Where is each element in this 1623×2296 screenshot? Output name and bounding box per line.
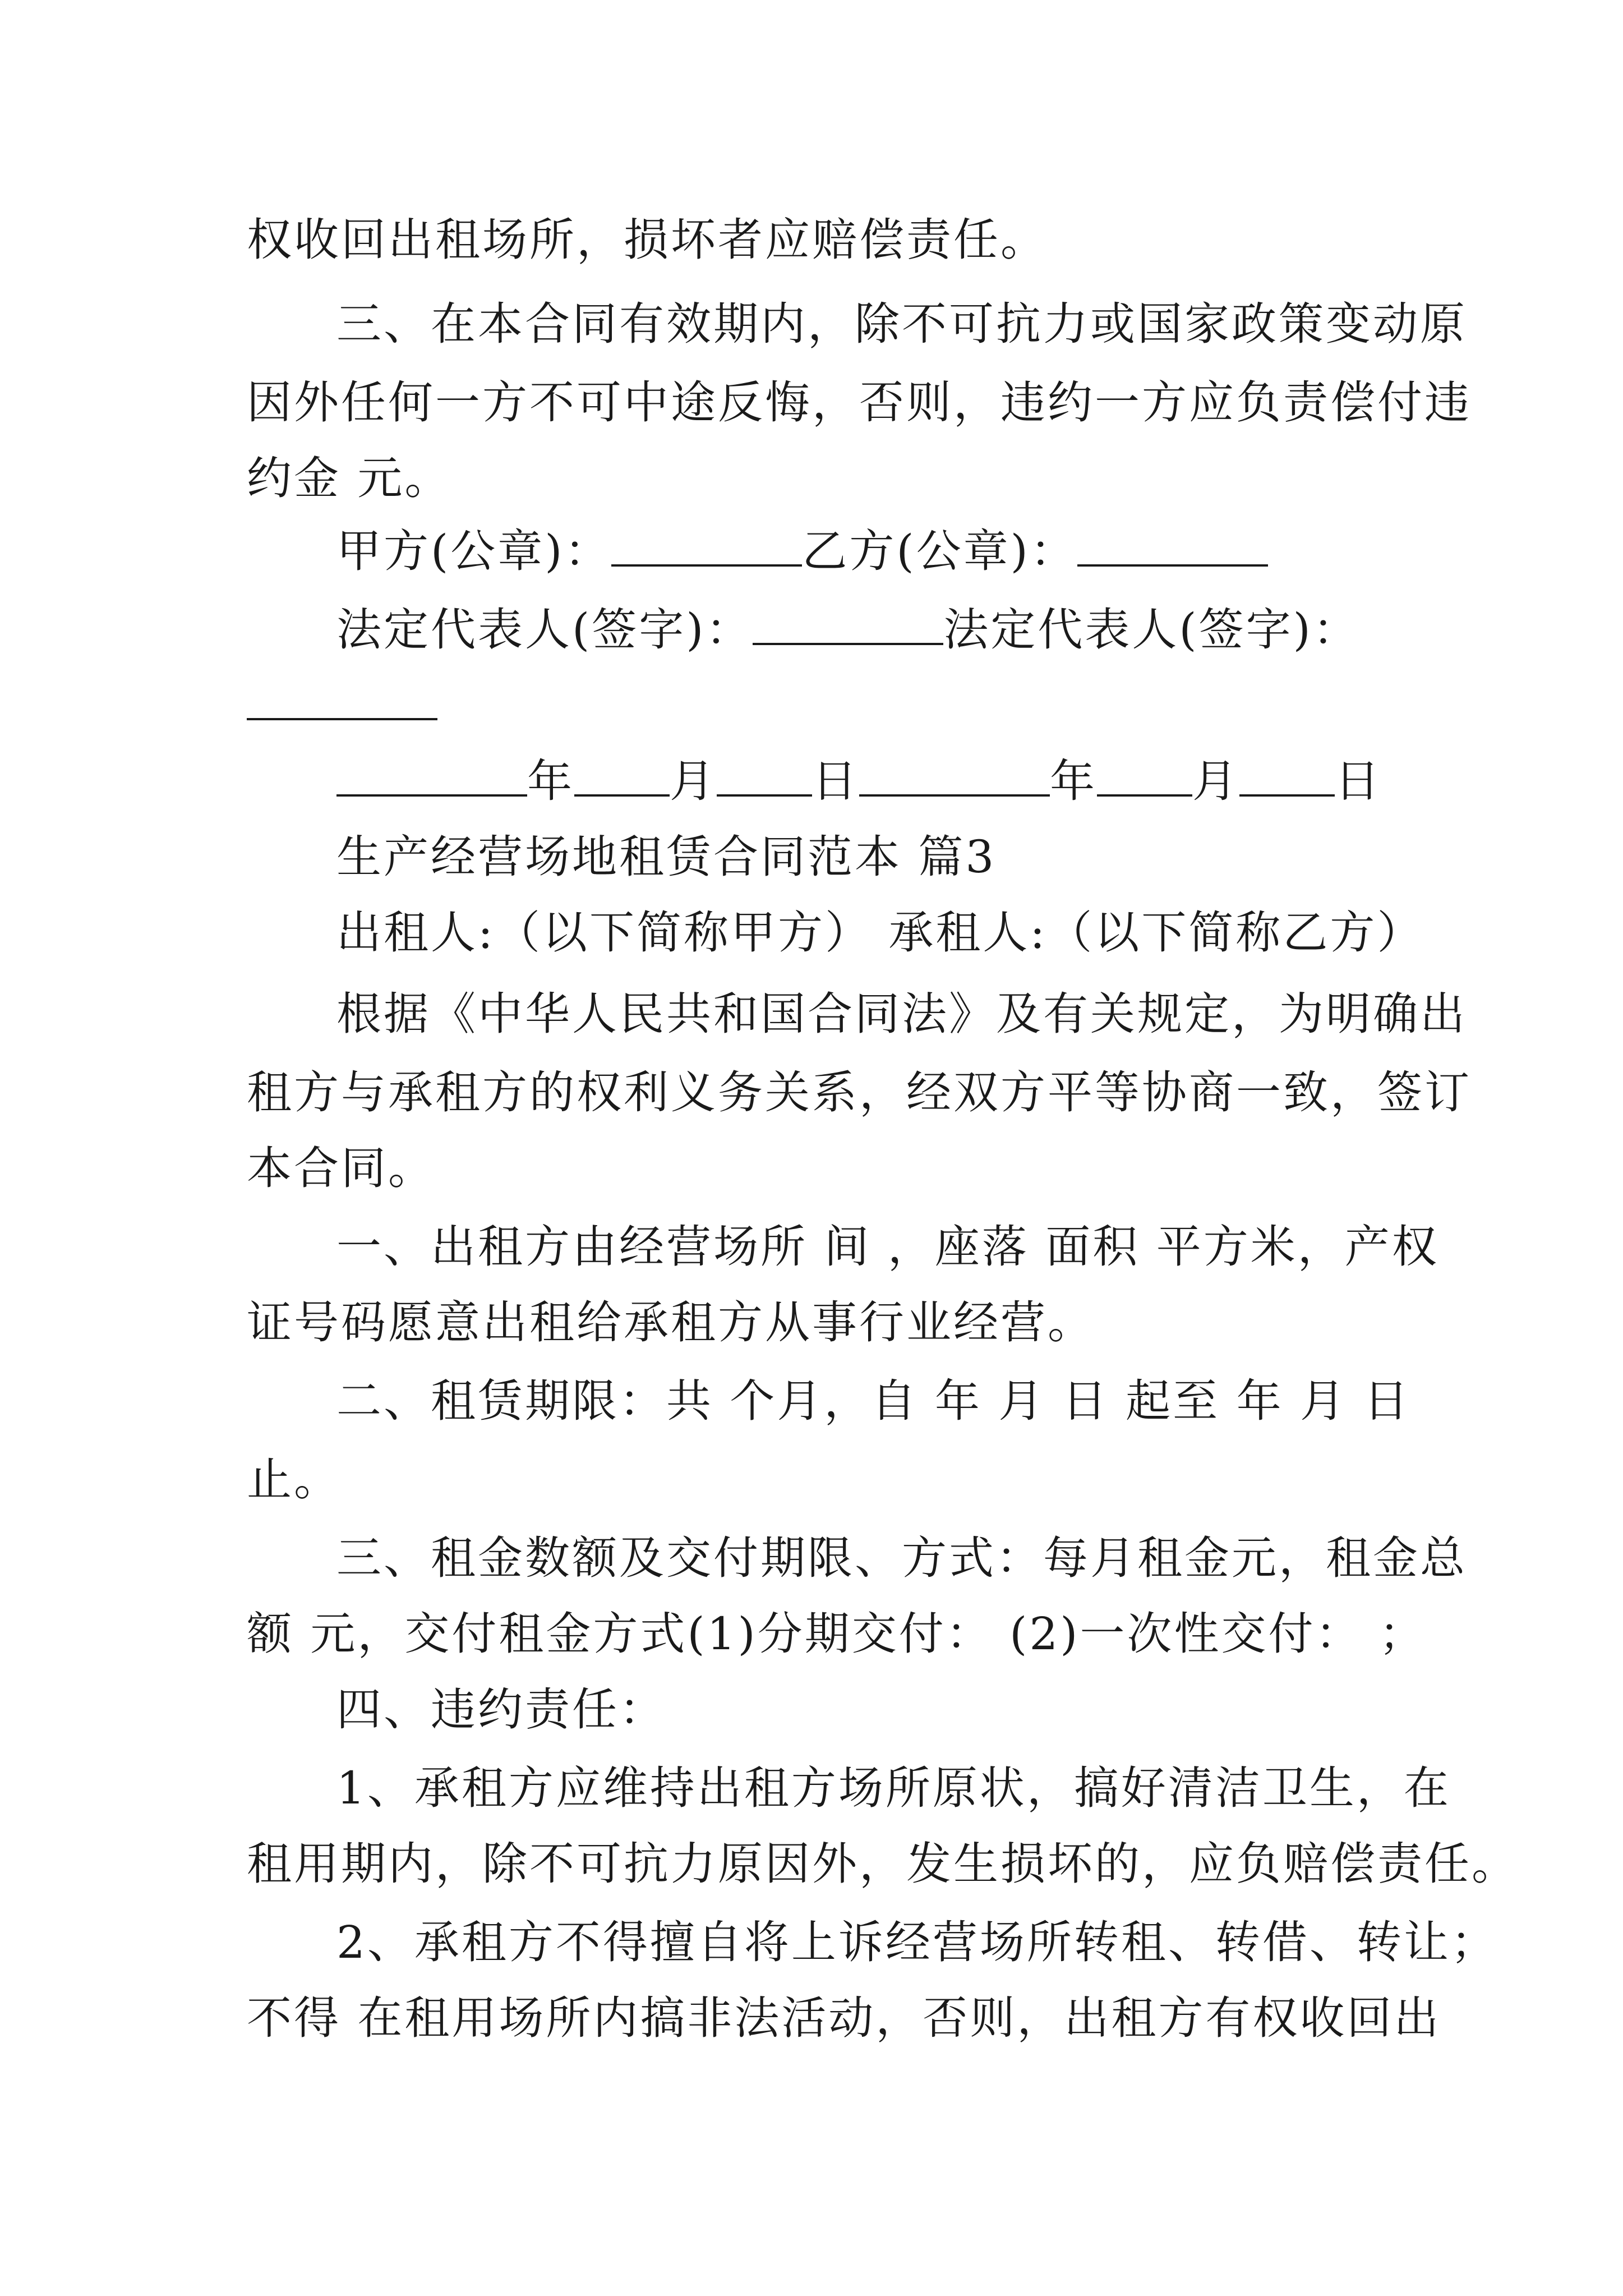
party-a-seal-label: 甲方(公章)：	[336, 525, 612, 577]
paragraph-line: 约金 元。	[247, 452, 452, 504]
signature-row-seal	[336, 524, 1492, 578]
date-month-label: 月	[1192, 755, 1239, 807]
date-blank	[717, 757, 812, 797]
paragraph-line: 四、违约责任：	[336, 1683, 666, 1736]
paragraph-line: 租方与承租方的权利义务关系，经双方平等协商一致，签订	[247, 1066, 1472, 1119]
signature-blank	[1077, 527, 1268, 567]
date-blank	[336, 757, 527, 797]
date-month-label: 月	[670, 755, 717, 807]
date-blank	[574, 757, 670, 797]
paragraph-line: 额 元，交付租金方式(1)分期交付： (2)一次性交付： ；	[247, 1608, 1426, 1660]
date-year-label: 年	[527, 755, 574, 807]
date-blank	[859, 757, 1050, 797]
paragraph-line: 一、出租方由经营场所 间 ，座落 面积 平方米，产权	[336, 1221, 1439, 1273]
party-b-rep-label: 法定代表人(签字)：	[943, 604, 1360, 656]
paragraph-line: 本合同。	[247, 1142, 435, 1194]
section-title: 生产经营场地租赁合同范本 篇3	[336, 831, 997, 883]
party-a-rep-label: 法定代表人(签字)：	[336, 604, 753, 656]
paragraph-line: 三、租金数额及交付期限、方式：每月租金元，租金总	[336, 1532, 1467, 1584]
paragraph-line: 权收回出租场所，损坏者应赔偿责任。	[247, 214, 1048, 266]
paragraph-line: 证号码愿意出租给承租方从事行业经营。	[247, 1296, 1095, 1349]
paragraph-line: 根据《中华人民共和国合同法》及有关规定，为明确出	[336, 988, 1467, 1040]
paragraph-line: 三、在本合同有效期内，除不可抗力或国家政策变动原	[336, 298, 1467, 350]
date-day-label: 日	[812, 755, 859, 807]
date-blank	[1097, 757, 1192, 797]
paragraph-line: 二、租赁期限：共 个月，自 年 月 日 起至 年 月 日	[336, 1375, 1411, 1427]
date-blank	[1239, 757, 1335, 797]
signature-blank	[611, 527, 802, 567]
paragraph-line: 1、承租方应维持出租方场所原状，搞好清洁卫生，在	[336, 1762, 1451, 1814]
date-day-label: 日	[1335, 755, 1382, 807]
paragraph-line: 因外任何一方不可中途反悔，否则，违约一方应负责偿付违	[247, 376, 1472, 429]
parties-line: 出租人:（以下简称甲方） 承租人:（以下简称乙方）	[336, 907, 1424, 959]
paragraph-line: 租用期内，除不可抗力原因外，发生损坏的，应负赔偿责任。	[247, 1838, 1519, 1890]
paragraph-line: 不得 在租用场所内搞非法活动，否则，出租方有权收回出	[247, 1992, 1441, 2044]
date-year-label: 年	[1050, 755, 1097, 807]
paragraph-line: 2、承租方不得擅自将上诉经营场所转租、转借、转让；	[336, 1916, 1498, 1968]
signature-blank	[247, 718, 437, 720]
signature-row-rep	[336, 603, 1492, 657]
date-row	[336, 754, 1492, 808]
party-b-seal-label: 乙方(公章)：	[802, 525, 1077, 577]
paragraph-line: 止。	[247, 1453, 341, 1506]
signature-blank	[753, 606, 943, 645]
